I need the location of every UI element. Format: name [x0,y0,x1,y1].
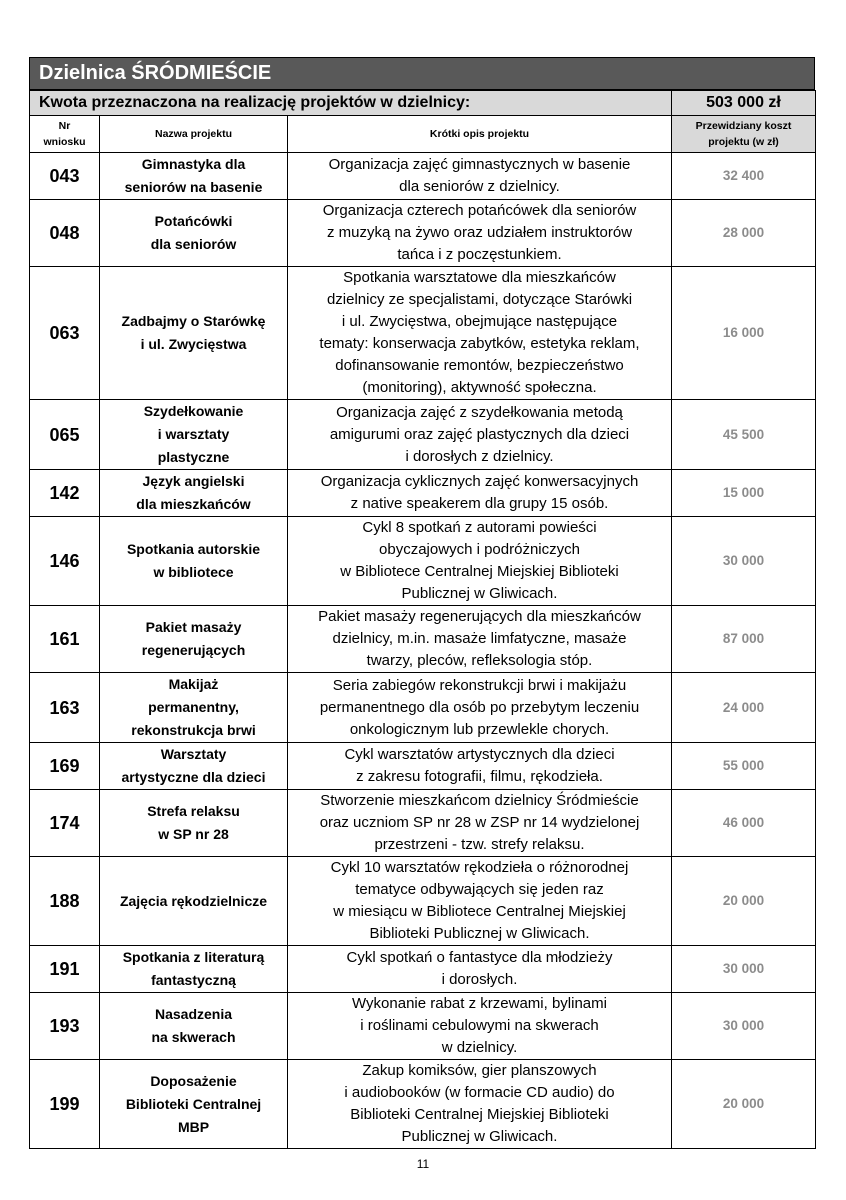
project-cost: 45 500 [672,400,816,470]
table-row [30,946,816,993]
project-name: Gimnastyka dla seniorów na basenie [100,153,288,200]
project-number: 174 [30,790,100,857]
project-description: Organizacja zajęć z szydełkowania metodą amigurumi oraz zajęć plastycznych dla dzieci i dorosłych z dzielnicy. [288,400,672,470]
table-row [30,200,816,267]
header-desc: Krótki opis projektu [288,116,672,153]
project-number: 193 [30,993,100,1060]
project-cost: 30 000 [672,993,816,1060]
project-number: 188 [30,857,100,946]
table-row [30,743,816,790]
project-description: Spotkania warsztatowe dla mieszkańców dzielnicy ze specjalistami, dotyczące Starówki i ul. Zwycięstwa, obejmujące następujące tematy: konserwacja zabytków, estetyka reklam, dofinansowanie remontów, bezpieczeństwo (monitoring), aktywność społeczna. [288,267,672,400]
project-cost: 20 000 [672,857,816,946]
page-number: 11 [416,1157,430,1171]
project-name: Strefa relaksu w SP nr 28 [100,790,288,857]
header-nr: Nr wniosku [30,116,100,153]
project-cost: 30 000 [672,517,816,606]
project-number: 161 [30,606,100,673]
project-description: Organizacja cyklicznych zajęć konwersacyjnych z native speakerem dla grupy 15 osób. [288,470,672,517]
project-description: Pakiet masaży regenerujących dla mieszkańców dzielnicy, m.in. masaże limfatyczne, masaże twarzy, pleców, refleksologia stóp. [288,606,672,673]
table-row [30,993,816,1060]
header-cost: Przewidziany koszt projektu (w zł) [672,116,816,153]
project-name: Doposażenie Biblioteki Centralnej MBP [100,1060,288,1149]
project-description: Zakup komiksów, gier planszowych i audiobooków (w formacie CD audio) do Biblioteki Centralnej Miejskiej Biblioteki Publicznej w Gliwicach. [288,1060,672,1149]
project-name: Zajęcia rękodzielnicze [100,857,288,946]
project-cost: 32 400 [672,153,816,200]
project-name: Szydełkowanie i warsztaty plastyczne [100,400,288,470]
project-number: 169 [30,743,100,790]
table-header-row [30,116,816,153]
project-name: Makijaż permanentny, rekonstrukcja brwi [100,673,288,743]
table-row [30,1060,816,1149]
table-row [30,400,816,470]
district-title: Dzielnica ŚRÓDMIEŚCIE [29,57,815,90]
project-name: Język angielski dla mieszkańców [100,470,288,517]
project-description: Cykl spotkań o fantastyce dla młodzieży i dorosłych. [288,946,672,993]
project-name: Spotkania z literaturą fantastyczną [100,946,288,993]
budget-row [30,91,816,116]
project-description: Organizacja czterech potańcówek dla seniorów z muzyką na żywo oraz udziałem instruktorów tańca i z poczęstunkiem. [288,200,672,267]
project-number: 146 [30,517,100,606]
project-cost: 28 000 [672,200,816,267]
project-cost: 24 000 [672,673,816,743]
project-number: 191 [30,946,100,993]
project-description: Cykl warsztatów artystycznych dla dzieci z zakresu fotografii, filmu, rękodzieła. [288,743,672,790]
project-cost: 30 000 [672,946,816,993]
project-cost: 20 000 [672,1060,816,1149]
project-name: Pakiet masaży regenerujących [100,606,288,673]
projects-table [29,90,816,1149]
project-cost: 55 000 [672,743,816,790]
project-description: Wykonanie rabat z krzewami, bylinami i roślinami cebulowymi na skwerach w dzielnicy. [288,993,672,1060]
table-row [30,470,816,517]
table-row [30,153,816,200]
project-number: 063 [30,267,100,400]
project-name: Warsztaty artystyczne dla dzieci [100,743,288,790]
project-number: 065 [30,400,100,470]
project-number: 142 [30,470,100,517]
project-number: 199 [30,1060,100,1149]
project-cost: 46 000 [672,790,816,857]
table-row [30,790,816,857]
table-row [30,857,816,946]
project-name: Potańcówki dla seniorów [100,200,288,267]
project-number: 043 [30,153,100,200]
project-name: Spotkania autorskie w bibliotece [100,517,288,606]
table-row [30,606,816,673]
header-name: Nazwa projektu [100,116,288,153]
project-description: Cykl 10 warsztatów rękodzieła o różnorodnej tematyce odbywających się jeden raz w miesiącu w Bibliotece Centralnej Miejskiej Biblioteki Publicznej w Gliwicach. [288,857,672,946]
project-description: Organizacja zajęć gimnastycznych w basenie dla seniorów z dzielnicy. [288,153,672,200]
budget-amount: 503 000 zł [672,91,816,116]
project-description: Cykl 8 spotkań z autorami powieści obyczajowych i podróżniczych w Bibliotece Centralnej Miejskiej Biblioteki Publicznej w Gliwicach. [288,517,672,606]
project-number: 163 [30,673,100,743]
budget-label: Kwota przeznaczona na realizację projektów w dzielnicy: [30,91,672,116]
table-row [30,673,816,743]
project-cost: 15 000 [672,470,816,517]
project-name: Nasadzenia na skwerach [100,993,288,1060]
table-row [30,267,816,400]
project-cost: 87 000 [672,606,816,673]
project-description: Stworzenie mieszkańcom dzielnicy Śródmieście oraz uczniom SP nr 28 w ZSP nr 14 wydzielonej przestrzeni - tzw. strefy relaksu. [288,790,672,857]
project-number: 048 [30,200,100,267]
project-description: Seria zabiegów rekonstrukcji brwi i makijażu permanentnego dla osób po przebytym leczeniu onkologicznym lub przewlekle chorych. [288,673,672,743]
project-cost: 16 000 [672,267,816,400]
district-projects-sheet [29,57,815,1149]
table-row [30,517,816,606]
project-name: Zadbajmy o Starówkę i ul. Zwycięstwa [100,267,288,400]
